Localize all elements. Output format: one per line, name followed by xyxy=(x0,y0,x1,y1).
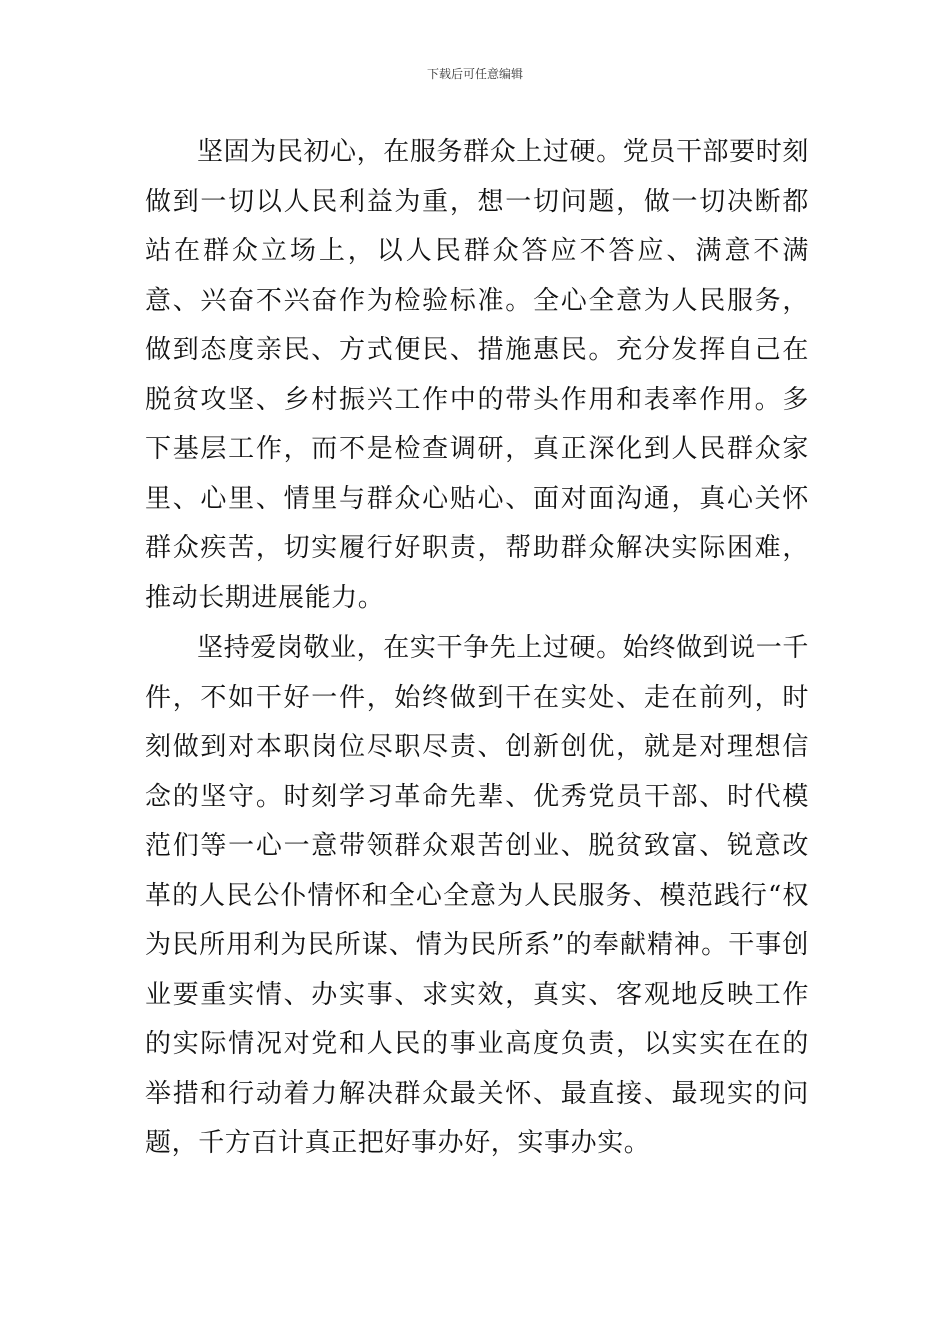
paragraph-serve-masses: 坚固为民初心，在服务群众上过硬。党员干部要时刻做到一切以人民利益为重，想一切问题，做一切决断都站在群众立场上，以人民群众答应不答应、满意不满意、兴奋不兴奋作为检验标准。全心全意为人民服务，做到态度亲民、方式便民、措施惠民。充分发挥自己在脱贫攻坚、乡村振兴工作中的带头作用和表率作用。多下基层工作，而不是检查调研，真正深化到人民群众家里、心里、情里与群众心贴心、面对面沟通，真心关怀群众疾苦，切实履行好职责，帮助群众解决实际困难，推动长期进展能力。 xyxy=(145,137,809,613)
paragraph-dedication: 坚持爱岗敬业，在实干争先上过硬。始终做到说一千件，不如干好一件，始终做到干在实处、走在前列，时刻做到对本职岗位尽职尽责、创新创优，就是对理想信念的坚守。时刻学习革命先辈、优秀党员干部、时代模范们等一心一意带领群众艰苦创业、脱贫致富、锐意改革的人民公仆情怀和全心全意为人民服务、模范践行“权为民所用利为民所谋、情为民所系”的奉献精神。干事创业要重实情、办实事、求实效，真实、客观地反映工作的实际情况对党和人民的事业高度负责，以实实在在的举措和行动着力解决群众最关怀、最直接、最现实的问题，千方百计真正把好事办好，实事办实。 xyxy=(145,633,809,1158)
header-note: 下载后可任意编辑 xyxy=(426,67,523,81)
